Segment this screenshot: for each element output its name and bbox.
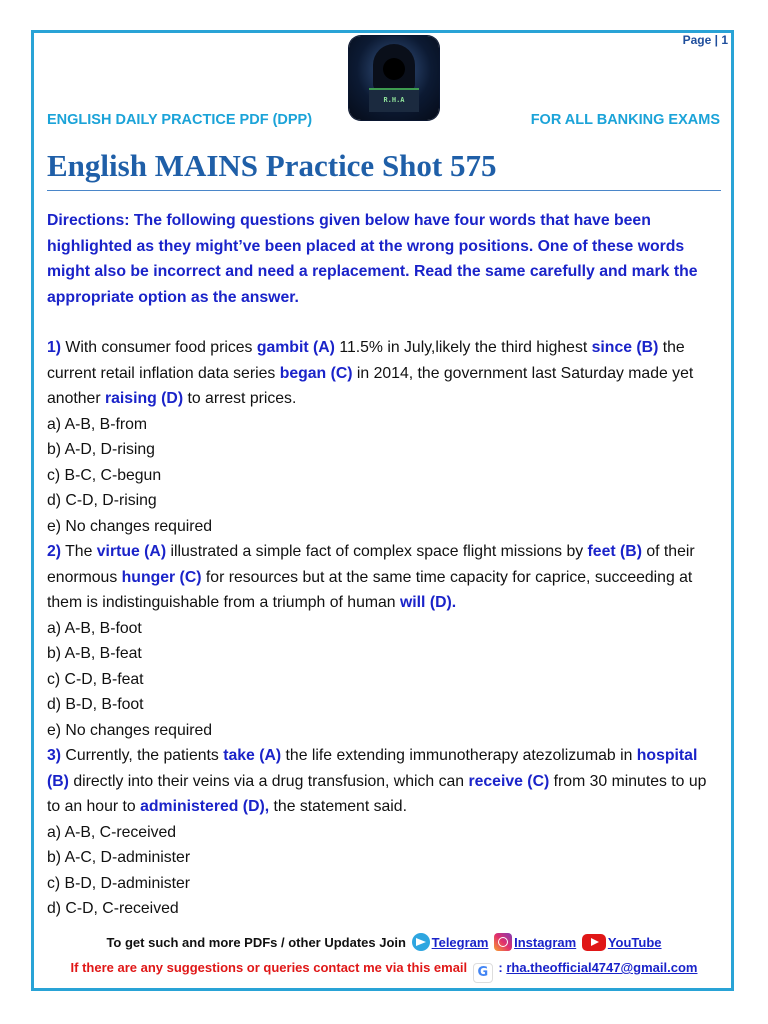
highlighted-word: will (D). — [399, 594, 457, 611]
option: d) B-D, B-foot — [47, 696, 144, 713]
footer-join-text: To get such and more PDFs / other Updates Join — [106, 935, 406, 950]
question-segment: the current retail inflation data series — [47, 339, 685, 382]
option: e) No changes required — [47, 517, 213, 535]
channel-logo — [349, 36, 439, 120]
highlighted-word: feet (B) — [587, 543, 642, 560]
highlighted-word: administered (D), — [140, 798, 270, 815]
highlighted-word: hunger (C) — [121, 568, 202, 586]
question-3 — [47, 743, 723, 922]
instagram-icon[interactable] — [494, 933, 512, 951]
question-number: 3) — [47, 747, 62, 764]
youtube-link[interactable]: YouTube — [607, 935, 662, 950]
highlighted-word: raising (D) — [104, 390, 184, 407]
email-link[interactable]: rha.theofficial4747@gmail.com — [506, 960, 698, 975]
question-segment: the life extending immunotherapy atezolizumab in — [281, 747, 637, 764]
question-number: 2) — [47, 543, 62, 560]
question-segment: to arrest prices. — [183, 390, 297, 407]
question-segment: in 2014, the government last Saturday made yet another — [47, 364, 694, 407]
option: b) A-D, D-rising — [47, 441, 155, 458]
option: c) C-D, B-feat — [47, 670, 144, 688]
option: e) No changes required — [47, 721, 213, 739]
question-segment: The — [61, 543, 97, 560]
footer-contact-line — [0, 960, 768, 983]
highlighted-word: hospital (B) — [47, 747, 698, 790]
question-segment: directly into their veins via a drug transfusion, which can — [68, 772, 469, 790]
header-right: FOR ALL BANKING EXAMS — [530, 112, 720, 128]
highlighted-word: since (B) — [591, 339, 659, 356]
option: a) A-B, B-from — [47, 415, 148, 433]
question-text — [47, 335, 723, 412]
header-left: ENGLISH DAILY PRACTICE PDF (DPP) — [47, 112, 313, 128]
question-segment: for resources but at the same time capacity for caprice, succeeding at them is indistinguishable from a triumph of human — [47, 568, 693, 611]
highlighted-word: take (A) — [223, 747, 282, 764]
telegram-link[interactable]: Telegram — [431, 935, 489, 950]
telegram-icon[interactable] — [412, 933, 430, 951]
logo-laptop — [369, 88, 419, 112]
question-segment: With consumer food prices — [61, 339, 257, 356]
highlighted-word: virtue (A) — [96, 543, 167, 560]
highlighted-word: gambit (A) — [256, 339, 335, 356]
question-2 — [47, 539, 723, 743]
title-divider — [47, 190, 721, 191]
footer-social-line — [0, 933, 768, 951]
question-segment: 11.5% in July,likely the third highest — [334, 339, 592, 356]
question-segment: illustrated a simple fact of complex space flight missions by — [166, 543, 588, 560]
option: b) A-B, B-feat — [47, 645, 142, 662]
footer-contact-text: If there are any suggestions or queries contact me via this email — [70, 960, 468, 975]
option: d) C-D, C-received — [47, 900, 179, 917]
email-separator: : — [494, 960, 507, 975]
page-number: Page | 1 — [682, 33, 728, 47]
question-text — [47, 743, 723, 820]
highlighted-word: began (C) — [279, 364, 353, 382]
question-segment: Currently, the patients — [61, 747, 224, 764]
option: a) A-B, B-foot — [47, 619, 142, 637]
option: b) A-C, D-administer — [47, 849, 191, 866]
instagram-link[interactable]: Instagram — [514, 935, 577, 950]
directions: Directions: The following questions given below have four words that have been highlighted as they might’ve been placed at the wrong positions. One of these words might also be incorrect and need a replacement. Read the same carefully and mark the appropriate option as the answer. — [47, 212, 698, 306]
question-segment: from 30 minutes to up to an hour to — [47, 772, 707, 815]
document-body — [47, 208, 723, 922]
option: d) C-D, D-rising — [47, 492, 157, 509]
youtube-icon[interactable] — [582, 934, 606, 951]
question-segment: of their enormous — [47, 543, 695, 586]
highlighted-word: receive (C) — [468, 772, 550, 790]
question-number: 1) — [47, 339, 62, 356]
option: c) B-C, C-begun — [47, 466, 162, 484]
logo-face — [383, 58, 405, 80]
question-text — [47, 539, 723, 616]
google-icon: G — [473, 963, 493, 983]
option: a) A-B, C-received — [47, 823, 177, 841]
page-title: English MAINS Practice Shot 575 — [47, 148, 497, 183]
question-segment: the statement said. — [269, 798, 407, 815]
option: c) B-D, D-administer — [47, 874, 191, 892]
logo-text: R.H.A — [383, 96, 405, 104]
question-1 — [47, 335, 723, 539]
